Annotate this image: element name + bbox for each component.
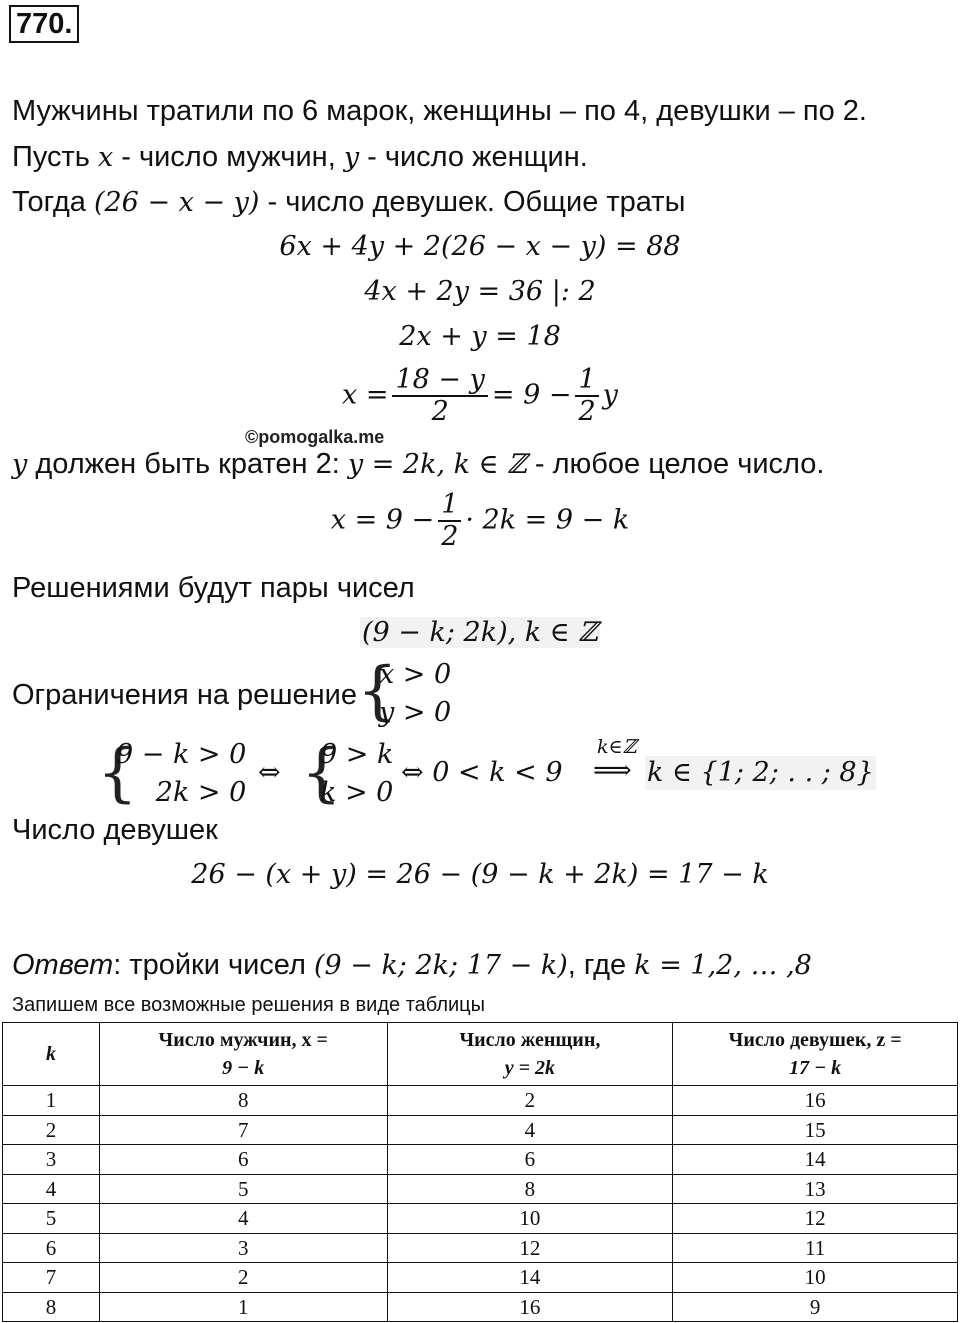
cell-women: 14 (387, 1263, 673, 1293)
cell-k: 8 (3, 1292, 100, 1322)
cell-men: 3 (99, 1233, 387, 1263)
equation-x-k (0, 490, 960, 552)
fraction-numerator: 1 (578, 364, 596, 395)
header-men-line1: Число мужчин, x = (158, 1029, 328, 1051)
cell-women: 16 (387, 1292, 673, 1322)
expr-y-2k: y = 2k, k ∈ ℤ (347, 449, 527, 480)
text-line-girls (12, 185, 685, 220)
cell-women: 4 (387, 1115, 673, 1145)
cell-women: 8 (387, 1174, 673, 1204)
constraint-9-k: 9 − k > 0 (116, 739, 247, 770)
cell-girls: 10 (673, 1263, 958, 1293)
header-women-line1: Число женщин, (459, 1029, 601, 1051)
brace-icon: { (357, 654, 398, 728)
cell-k: 2 (3, 1115, 100, 1145)
constraint-x: x > 0 (379, 659, 452, 690)
header-girls-line2: 17 − k (789, 1057, 842, 1079)
answer-triple: (9 − k; 2k; 17 − k) (313, 950, 568, 981)
text-any-integer: - любое целое число. (526, 448, 825, 480)
answer-text: : тройки чисел (113, 949, 314, 981)
set-k: k ∈ {1; 2; . . ; 8} (647, 757, 874, 788)
cell-men: 6 (99, 1145, 387, 1175)
system-k-simplified (320, 736, 393, 812)
text-women-count: - число женщин. (359, 141, 588, 173)
cell-girls: 11 (673, 1233, 958, 1263)
eq4-lhs: x = (342, 379, 389, 411)
var-y: y (343, 142, 360, 173)
cell-girls: 9 (673, 1292, 958, 1322)
table-row (3, 1086, 958, 1116)
text-line-girls-number: Число девушек (12, 814, 218, 846)
equation-simplified: 4x + 2y = 36 |: 2 (364, 276, 596, 307)
cell-girls: 13 (673, 1174, 958, 1204)
table-row (3, 1174, 958, 1204)
table-row (3, 1263, 958, 1293)
header-women (387, 1023, 673, 1086)
cell-k: 4 (3, 1174, 100, 1204)
var-x: x (97, 142, 114, 173)
answer-line (12, 948, 812, 983)
var-y: y (12, 449, 28, 480)
text-girls-total: - число девушек. Общие траты (259, 186, 686, 218)
text-line-let (12, 140, 588, 175)
header-girls-line1: Число девушек, z = (728, 1029, 902, 1051)
table-row (3, 1115, 958, 1145)
equivalence-icon: ⇔ (258, 757, 281, 788)
cell-men: 2 (99, 1263, 387, 1293)
cell-girls: 15 (673, 1115, 958, 1145)
fraction-denominator: 2 (392, 395, 487, 427)
answer-label: Ответ (12, 949, 114, 981)
text-line-constraints: Ограничения на решение (12, 679, 358, 711)
header-women-line2: y = 2k (504, 1057, 556, 1079)
text-line-pairs: Решениями будут пары чисел (12, 572, 415, 604)
answer-k-range: k = 1,2, … ,8 (634, 950, 812, 981)
implies-arrow-icon: ⟹ (593, 755, 632, 786)
eq5-lhs: x = 9 − (330, 504, 435, 536)
table-row (3, 1233, 958, 1263)
fraction-half (438, 490, 461, 552)
table-header-row (3, 1023, 958, 1086)
expr-pairs (0, 616, 960, 650)
cell-women: 2 (387, 1086, 673, 1116)
system-k-constraints (116, 736, 246, 812)
header-k (3, 1023, 100, 1086)
inequality-k: ⇔ 0 < k < 9 (401, 757, 563, 788)
cell-women: 12 (387, 1233, 673, 1263)
header-men-line2: 9 − k (222, 1057, 265, 1079)
eq4-mid: = 9 − (491, 379, 572, 411)
cell-girls: 12 (673, 1204, 958, 1234)
solutions-table (2, 1022, 958, 1322)
table-caption: Запишем все возможные решения в виде таблицы (12, 994, 485, 1016)
eq5-rhs: · 2k = 9 − k (465, 504, 630, 536)
cell-k: 5 (3, 1204, 100, 1234)
fraction-numerator: 18 − y (395, 364, 485, 395)
answer-where: , где (567, 949, 635, 981)
cell-women: 10 (387, 1204, 673, 1234)
equation-x-fraction (0, 365, 960, 427)
table-row (3, 1145, 958, 1175)
cell-men: 5 (99, 1174, 387, 1204)
constraint-y: y > 0 (379, 697, 452, 728)
fraction-numerator: 1 (441, 489, 459, 520)
watermark: ©pomogalka.me (245, 427, 385, 447)
equation-reduced: 2x + y = 18 (399, 321, 561, 352)
text-line-multiple (12, 447, 824, 482)
header-men (99, 1023, 387, 1086)
system-constraints (379, 656, 451, 732)
expr-girls: (26 − x − y) (93, 187, 260, 218)
header-girls (673, 1023, 958, 1086)
cell-men: 1 (99, 1292, 387, 1322)
table-row (3, 1292, 958, 1322)
equation-girls: 26 − (x + y) = 26 − (9 − k + 2k) = 17 − k (191, 859, 769, 890)
text-men-count: - число мужчин, (113, 141, 344, 173)
header-k-label: k (45, 1043, 56, 1065)
fraction-18-y (392, 365, 487, 427)
table-row (3, 1204, 958, 1234)
cell-women: 6 (387, 1145, 673, 1175)
task-number: 770. (9, 5, 79, 43)
text-let: Пусть (12, 141, 98, 173)
constraint-2k: 2k > 0 (155, 777, 247, 808)
cell-k: 7 (3, 1263, 100, 1293)
cell-k: 3 (3, 1145, 100, 1175)
cell-men: 4 (99, 1204, 387, 1234)
constraint-9-gt-k: 9 > k (320, 739, 394, 770)
cell-men: 7 (99, 1115, 387, 1145)
fraction-denominator: 2 (575, 395, 598, 427)
cell-girls: 14 (673, 1145, 958, 1175)
arrow-label: k∈ℤ (597, 736, 637, 758)
brace-icon: { (97, 736, 138, 810)
fraction-denominator: 2 (438, 520, 461, 552)
constraint-k-gt-0: k > 0 (320, 777, 394, 808)
brace-icon: { (301, 736, 342, 810)
fraction-half (575, 365, 598, 427)
text-multiple: должен быть кратен 2: (27, 448, 348, 480)
expr-pairs-value: (9 − k; 2k), k ∈ ℤ (362, 617, 598, 648)
equation-total: 6x + 4y + 2(26 − x − y) = 88 (279, 231, 681, 262)
cell-men: 8 (99, 1086, 387, 1116)
cell-girls: 16 (673, 1086, 958, 1116)
eq4-y: y (602, 379, 618, 411)
text-line-spending: Мужчины тратили по 6 марок, женщины – по 4, девушки – по 2. (12, 95, 867, 127)
cell-k: 6 (3, 1233, 100, 1263)
cell-k: 1 (3, 1086, 100, 1116)
text-then: Тогда (12, 186, 94, 218)
